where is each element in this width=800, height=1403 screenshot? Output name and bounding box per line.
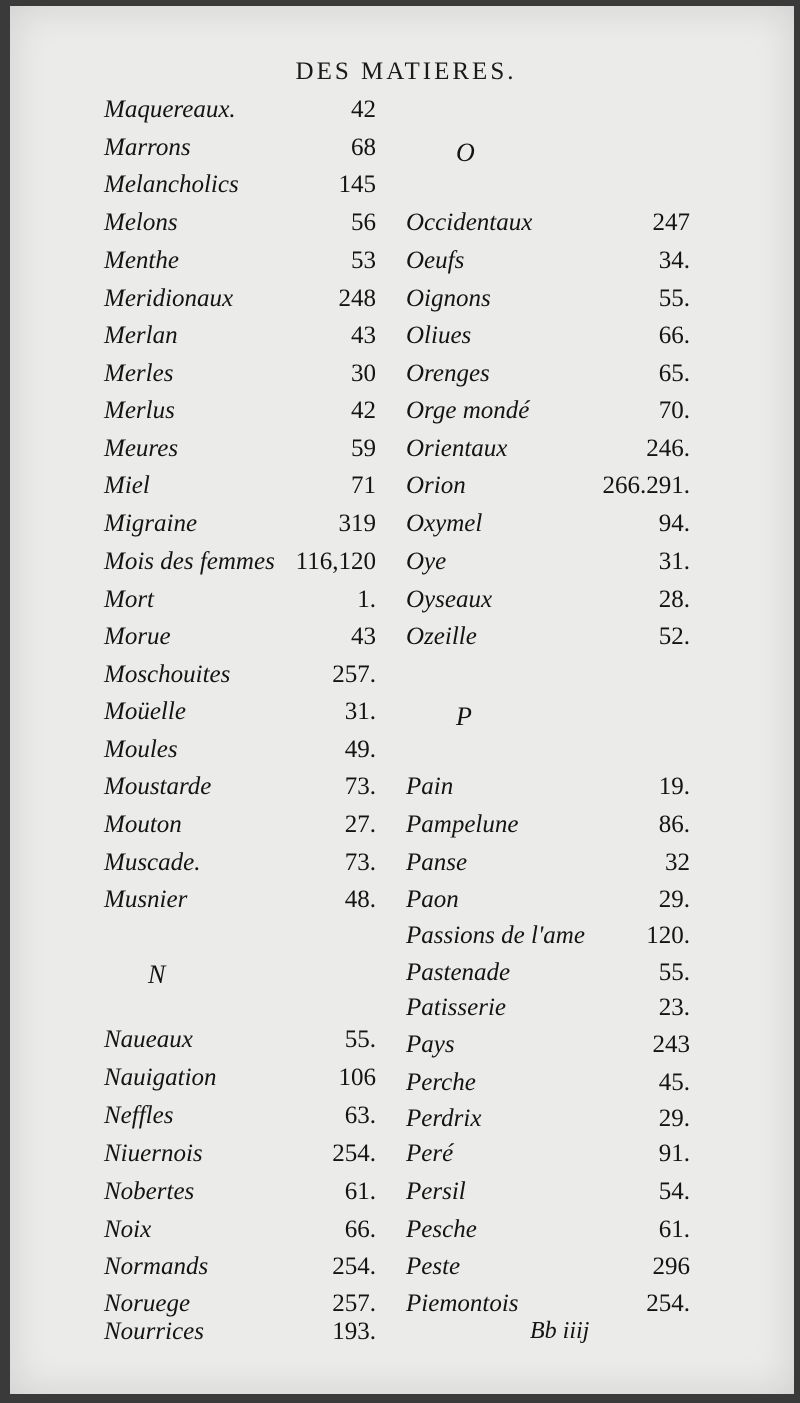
- index-term: Naueaux: [104, 1026, 193, 1053]
- page-reference: 254.: [332, 1253, 376, 1280]
- page-reference: 1.: [357, 586, 376, 613]
- book-page: [10, 6, 794, 1394]
- page-reference: 120.: [646, 922, 690, 949]
- page-reference: 266.291.: [602, 472, 690, 499]
- index-term: Orge mondé: [406, 397, 530, 424]
- index-term: Piemontois: [406, 1290, 519, 1317]
- page-reference: 28.: [658, 586, 690, 613]
- index-term: Oyseaux: [406, 586, 493, 613]
- index-term: Persil: [406, 1178, 466, 1205]
- page-reference: 61.: [658, 1216, 690, 1243]
- page-reference: 61.: [344, 1178, 376, 1205]
- page-reference: 48.: [344, 886, 376, 913]
- index-term: Perche: [406, 1069, 476, 1096]
- running-head: DES MATIERES.: [295, 58, 517, 85]
- index-term: Pays: [406, 1031, 455, 1058]
- page-reference: 19.: [658, 773, 690, 800]
- index-term: Melons: [104, 209, 178, 236]
- page-reference: 27.: [344, 811, 376, 838]
- index-term: Mois des femmes: [104, 548, 275, 575]
- index-term: Oxymel: [406, 510, 483, 537]
- index-term: Moules: [104, 736, 178, 763]
- index-term: Meures: [104, 435, 179, 462]
- index-term: Oeufs: [406, 247, 465, 274]
- index-term: Oye: [406, 548, 447, 575]
- page-reference: 257.: [332, 1290, 376, 1317]
- page-reference: 70.: [658, 397, 690, 424]
- page-reference: 66.: [658, 322, 690, 349]
- page-reference: 53: [351, 247, 376, 274]
- index-term: Orenges: [406, 360, 490, 387]
- index-term: Merlan: [104, 322, 178, 349]
- signature-mark: Bb iiij: [530, 1318, 590, 1344]
- page-reference: 254.: [332, 1140, 376, 1167]
- page-reference: 42: [351, 397, 376, 424]
- index-term: Menthe: [104, 247, 179, 274]
- index-term: Pastenade: [406, 959, 511, 986]
- page-reference: 71: [351, 472, 376, 499]
- index-term: Normands: [104, 1253, 209, 1280]
- page-reference: 94.: [658, 510, 690, 537]
- index-term: Merles: [104, 360, 174, 387]
- page-reference: 106: [338, 1064, 376, 1091]
- page-reference: 63.: [344, 1102, 376, 1129]
- index-term: Patisserie: [406, 994, 506, 1021]
- index-term: Niuernois: [104, 1140, 203, 1167]
- section-letter: N: [148, 960, 166, 989]
- index-term: Migraine: [104, 510, 198, 537]
- index-term: Moustarde: [104, 773, 212, 800]
- page-reference: 45.: [658, 1069, 690, 1096]
- index-term: Panse: [406, 849, 468, 876]
- page-reference: 59: [351, 435, 376, 462]
- page-reference: 68: [351, 134, 376, 161]
- index-term: Noruege: [104, 1290, 191, 1317]
- page-reference: 248: [338, 285, 376, 312]
- page-reference: 116,120: [295, 548, 376, 575]
- page-reference: 52.: [658, 623, 690, 650]
- index-term: Muscade.: [104, 849, 201, 876]
- page-reference: 55.: [658, 959, 690, 986]
- index-term: Passions de l'ame: [406, 922, 585, 949]
- index-term: Melancholics: [104, 171, 239, 198]
- page-reference: 43: [351, 322, 376, 349]
- page-reference: 193.: [332, 1318, 376, 1345]
- page-reference: 55.: [344, 1026, 376, 1053]
- index-term: Miel: [104, 472, 150, 499]
- page-reference: 73.: [344, 773, 376, 800]
- page-reference: 86.: [658, 811, 690, 838]
- page-reference: 247: [652, 209, 690, 236]
- page-reference: 29.: [658, 1105, 690, 1132]
- page-reference: 29.: [658, 886, 690, 913]
- page-reference: 34.: [658, 247, 690, 274]
- page-reference: 56: [351, 209, 376, 236]
- index-term: Peré: [406, 1140, 454, 1167]
- page-reference: 54.: [658, 1178, 690, 1205]
- index-term: Moschouites: [104, 661, 231, 688]
- index-term: Neffles: [104, 1102, 174, 1129]
- index-term: Maquereaux.: [104, 96, 236, 123]
- index-term: Orientaux: [406, 435, 508, 462]
- page-reference: 43: [351, 623, 376, 650]
- page-reference: 32: [665, 849, 690, 876]
- index-term: Mort: [104, 586, 154, 613]
- page-reference: 243: [652, 1031, 690, 1058]
- index-term: Occidentaux: [406, 209, 533, 236]
- index-term: Ozeille: [406, 623, 477, 650]
- page-reference: 55.: [658, 285, 690, 312]
- page-reference: 246.: [646, 435, 690, 462]
- section-letter: O: [456, 138, 475, 167]
- page-reference: 296: [652, 1253, 690, 1280]
- index-term: Pain: [406, 773, 454, 800]
- page-reference: 66.: [344, 1216, 376, 1243]
- page-reference: 23.: [658, 994, 690, 1021]
- page-reference: 42: [351, 96, 376, 123]
- page-reference: 91.: [658, 1140, 690, 1167]
- index-term: Meridionaux: [104, 285, 234, 312]
- index-term: Pesche: [406, 1216, 477, 1243]
- index-term: Peste: [406, 1253, 461, 1280]
- page-reference: 31.: [658, 548, 690, 575]
- index-term: Orion: [406, 472, 466, 499]
- page-reference: 65.: [658, 360, 690, 387]
- index-term: Paon: [406, 886, 459, 913]
- section-letter: P: [456, 702, 472, 731]
- index-term: Moüelle: [104, 698, 186, 725]
- page-reference: 319: [338, 510, 376, 537]
- index-term: Oignons: [406, 285, 491, 312]
- index-term: Nourrices: [104, 1318, 204, 1345]
- index-term: Perdrix: [406, 1105, 482, 1132]
- page-reference: 145: [338, 171, 376, 198]
- index-term: Pampelune: [406, 811, 519, 838]
- page-reference: 49.: [344, 736, 376, 763]
- index-term: Musnier: [104, 886, 188, 913]
- index-term: Oliues: [406, 322, 472, 349]
- index-term: Marrons: [104, 134, 191, 161]
- index-term: Noix: [104, 1216, 152, 1243]
- page-reference: 30: [351, 360, 376, 387]
- index-term: Merlus: [104, 397, 175, 424]
- page-reference: 31.: [344, 698, 376, 725]
- page-reference: 257.: [332, 661, 376, 688]
- index-term: Nauigation: [104, 1064, 217, 1091]
- index-term: Mouton: [104, 811, 182, 838]
- index-term: Morue: [104, 623, 171, 650]
- index-term: Nobertes: [104, 1178, 195, 1205]
- page-reference: 73.: [344, 849, 376, 876]
- page-reference: 254.: [646, 1290, 690, 1317]
